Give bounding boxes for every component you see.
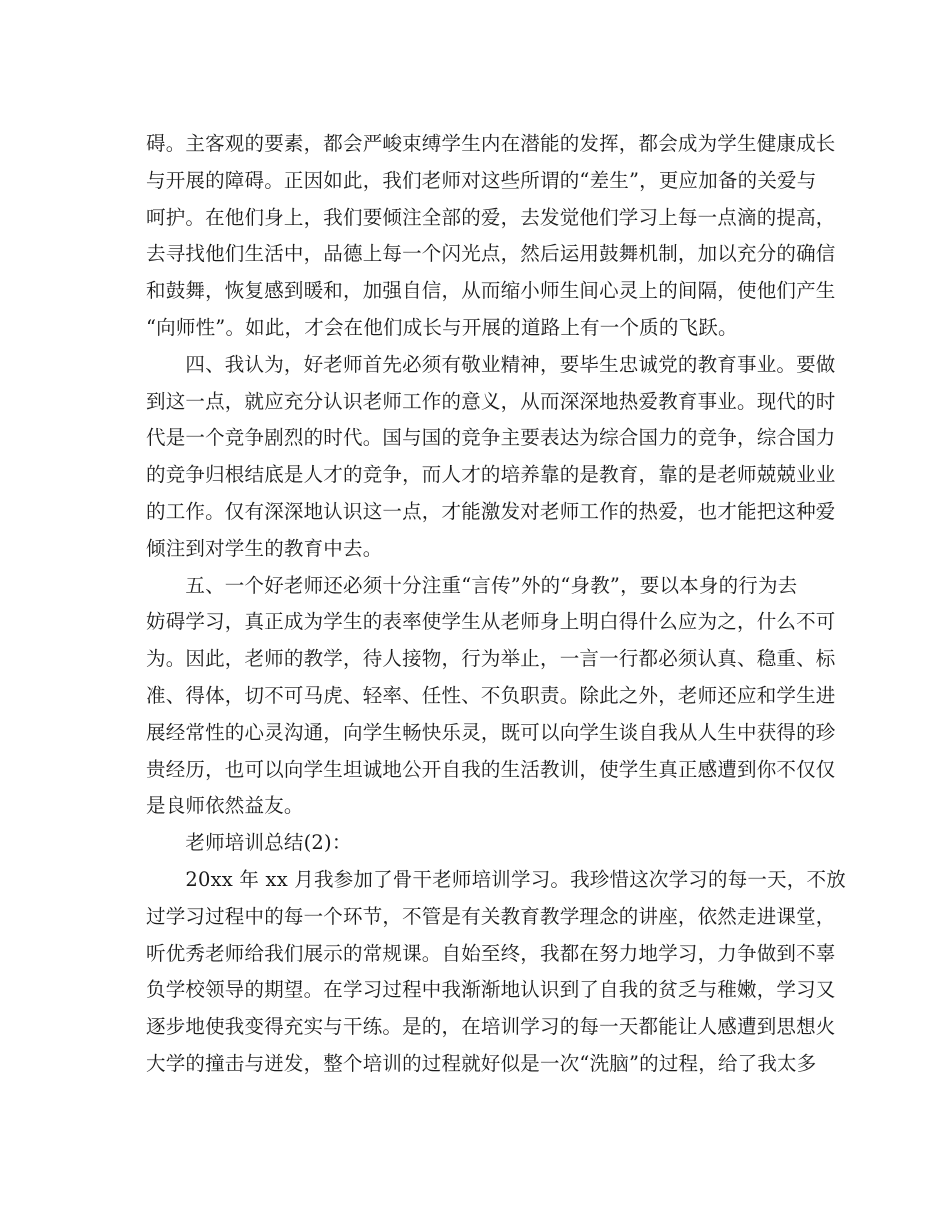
text-line: 妨碍学习，真正成为学生的表率使学生从老师身上明白得什么应为之，什么不可 [146,610,836,634]
text-line: 的竞争归根结底是人才的竞争，而人才的培养靠的是教育，靠的是老师兢兢业业 [146,463,836,487]
text-line: 贵经历，也可以向学生坦诚地公开自我的生活教训，使学生真正感遭到你不仅仅 [146,757,836,781]
text-line: 五、一个好老师还必须十分注重“言传”外的“身教”，要以本身的行为去 [146,573,798,597]
text-line: 20xx 年 xx 月我参加了骨干老师培训学习。我珍惜这次学习的每一天，不放 [146,867,846,891]
text-line: 的工作。仅有深深地认识这一点，才能激发对老师工作的热爱，也才能把这种爱 [146,499,836,523]
document-body [146,126,846,1083]
text-line: 大学的撞击与迸发，整个培训的过程就好似是一次“洗脑”的过程，给了我太多 [146,1051,817,1075]
text-line: 代是一个竞争剧烈的时代。国与国的竞争主要表达为综合国力的竞争，综合国力 [146,426,836,450]
text-line: 去寻找他们生活中，品德上每一个闪光点，然后运用鼓舞机制，加以充分的确信 [146,242,836,266]
text-line: 倾注到对学生的教育中去。 [146,536,383,560]
text-line: 呵护。在他们身上，我们要倾注全部的爱，去发觉他们学习上每一点滴的提高， [146,205,836,229]
text-line: “向师性”。如此，才会在他们成长与开展的道路上有一个质的飞跃。 [146,315,738,339]
text-line: 负学校领导的期望。在学习过程中我渐渐地认识到了自我的贫乏与稚嫩，学习又 [146,978,836,1002]
text-line: 与开展的障碍。正因如此，我们老师对这些所谓的“差生”，更应加备的关爱与 [146,168,817,192]
text-line: 逐步地使我变得充实与干练。是的，在培训学习的每一天都能让人感遭到思想火 [146,1015,836,1039]
text-line: 听优秀老师给我们展示的常规课。自始至终，我都在努力地学习，力争做到不辜 [146,941,836,965]
text-line: 过学习过程中的每一个环节，不管是有关教育教学理念的讲座，依然走进课堂， [146,904,836,928]
text-line: 老师培训总结(2)： [146,831,352,855]
text-line: 是良师依然益友。 [146,794,304,818]
text-line: 到这一点，就应充分认识老师工作的意义，从而深深地热爱教育事业。现代的时 [146,389,836,413]
text-line: 四、我认为，好老师首先必须有敬业精神，要毕生忠诚党的教育事业。要做 [146,352,836,376]
text-line: 准、得体，切不可马虎、轻率、任性、不负职责。除此之外，老师还应和学生进 [146,683,836,707]
text-line: 碍。主客观的要素，都会严峻束缚学生内在潜能的发挥，都会成为学生健康成长 [146,132,836,155]
text-line: 展经常性的心灵沟通，向学生畅快乐灵，既可以向学生谈自我从人生中获得的珍 [146,720,836,744]
text-line: 为。因此，老师的教学，待人接物，行为举止，一言一行都必须认真、稳重、标 [146,647,836,671]
text-line: 和鼓舞，恢复感到暖和，加强自信，从而缩小师生间心灵上的间隔，使他们产生 [146,279,836,303]
